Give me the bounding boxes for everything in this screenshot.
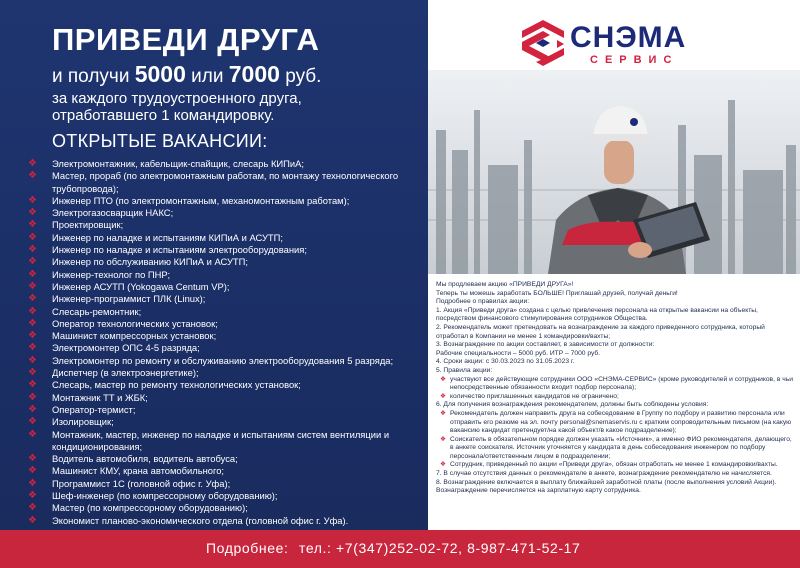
company-logo xyxy=(518,18,798,68)
logo-subtitle: СЕРВИС xyxy=(590,54,679,66)
vacancy-text: Проектировщик; xyxy=(52,219,124,231)
bullet-icon: ❖ xyxy=(28,280,37,292)
bullet-icon: ❖ xyxy=(440,461,446,469)
vacancy-item xyxy=(22,355,426,367)
vacancy-item xyxy=(22,478,426,490)
brand-panel xyxy=(428,0,800,530)
vacancy-text: Программист 1С (головной офис г. Уфа); xyxy=(52,477,231,489)
promo-headline: ПРИВЕДИ ДРУГА xyxy=(52,22,320,57)
bullet-icon: ❖ xyxy=(28,158,37,169)
vacancy-item xyxy=(22,318,426,330)
contact-label: Подробнее: xyxy=(206,540,289,556)
bullet-icon: ❖ xyxy=(28,207,37,219)
rules-bullet-text: Рекомендатель должен направить друга на собеседование в Группу по подбору и развитию персонала или отправить его резюме на эл. почту personal@snemaservis.ru с кратким сопроводительным письмом (на какую вакансию кандидат претендует/на какой объект/в какое подразделение); xyxy=(450,409,792,435)
rules-bullet-text: Сотрудник, приведенный по акции «Приведи друга», обязан отработать не менее 1 командировки/вахты. xyxy=(450,461,778,469)
bullet-icon: ❖ xyxy=(28,268,37,280)
bullet-icon: ❖ xyxy=(440,409,446,417)
vacancy-text: Монтажник, мастер, инженер по наладке и испытаниям систем вентиляции и кондиционирования; xyxy=(52,428,390,452)
vacancy-text: Электромонтер ОПС 4-5 разряда; xyxy=(52,342,200,354)
bullet-icon: ❖ xyxy=(28,502,37,514)
rules-line-6b: 6. Для получения вознаграждения рекомендателем, должны быть соблюдены условия: xyxy=(436,401,709,409)
vacancy-item xyxy=(22,330,426,342)
vacancy-item xyxy=(22,293,426,305)
vacancy-text: Экономист планово-экономического отдела (головной офис г. Уфа). xyxy=(52,514,349,526)
vacancy-text: Инженер по обслуживанию КИПиА и АСУТП; xyxy=(52,256,248,268)
bullet-icon: ❖ xyxy=(28,305,37,317)
vacancy-item xyxy=(22,170,426,195)
contact-line xyxy=(206,539,580,557)
worker-photo xyxy=(428,70,800,274)
rules-bullet xyxy=(436,376,794,393)
bullet-icon: ❖ xyxy=(440,392,446,400)
bullet-icon: ❖ xyxy=(28,391,37,403)
bullet-icon: ❖ xyxy=(440,375,446,383)
vacancy-text: Инженер АСУТП (Yokogawa Centum VP); xyxy=(52,280,230,292)
vacancy-text: Машинист КМУ, крана автомобильного; xyxy=(52,465,225,477)
rules-line-8: 4. Сроки акции: с 30.03.2023 по 31.05.2023 г. xyxy=(436,358,575,366)
bullet-icon: ❖ xyxy=(28,379,37,391)
logo-mark-icon xyxy=(518,18,568,68)
rules-bullet xyxy=(436,393,794,402)
reward-mid: или xyxy=(185,66,229,87)
bullet-icon: ❖ xyxy=(28,293,37,305)
bullet-icon: ❖ xyxy=(28,403,37,415)
rules-line-6: 3. Вознаграждение по акции составляет, в зависимости от должности: xyxy=(436,341,655,349)
bullet-icon: ❖ xyxy=(28,330,37,342)
bullet-icon: ❖ xyxy=(28,453,37,465)
bullet-icon: ❖ xyxy=(28,256,37,268)
vacancy-item xyxy=(22,195,426,207)
vacancy-item xyxy=(22,392,426,404)
vacancy-item xyxy=(22,429,426,454)
contact-footer xyxy=(0,530,800,568)
vacancy-text: Инженер по наладке и испытаниям электрооборудования; xyxy=(52,244,307,256)
vacancy-item xyxy=(22,256,426,268)
bullet-icon: ❖ xyxy=(28,477,37,489)
vacancy-item xyxy=(22,367,426,379)
vacancy-text: Оператор-термист; xyxy=(52,403,136,415)
vacancy-item xyxy=(22,404,426,416)
vacancy-item xyxy=(22,207,426,219)
vacancy-text: Шеф-инженер (по компрессорному оборудованию); xyxy=(52,490,278,502)
bullet-icon: ❖ xyxy=(28,342,37,354)
vacancy-text: Изолировщик; xyxy=(52,416,114,428)
bullet-icon: ❖ xyxy=(28,354,37,366)
vacancy-item xyxy=(22,465,426,477)
bullet-icon: ❖ xyxy=(28,514,37,526)
vacancy-item xyxy=(22,379,426,391)
rules-bullet xyxy=(436,461,794,470)
vacancy-text: Электрогазосварщик НАКС; xyxy=(52,207,174,219)
phone-label: тел.: xyxy=(299,540,332,556)
vacancy-text: Инженер ПТО (по электромонтажным, механомонтажным работам); xyxy=(52,194,350,206)
vacancy-item xyxy=(22,306,426,318)
reward-prefix: и получи xyxy=(52,66,135,87)
vacancy-text: Слесарь-ремонтник; xyxy=(52,305,142,317)
vacancy-item xyxy=(22,232,426,244)
bullet-icon: ❖ xyxy=(440,435,446,443)
vacancy-item xyxy=(22,342,426,354)
vacancy-item xyxy=(22,244,426,256)
vacancy-item xyxy=(22,453,426,465)
vacancy-text: Электромонтер по ремонту и обслуживанию электрооборудования 5 разряда; xyxy=(52,354,394,366)
vacancy-text: Инженер-технолог по ПНР; xyxy=(52,268,171,280)
bullet-icon: ❖ xyxy=(28,244,37,256)
vacancy-item xyxy=(22,490,426,502)
promo-rules xyxy=(436,281,794,496)
vacancies-title: ОТКРЫТЫЕ ВАКАНСИИ: xyxy=(52,131,268,151)
bullet-icon: ❖ xyxy=(28,465,37,477)
promo-condition: за каждого трудоустроенного друга, отработавшего 1 командировку. xyxy=(52,90,302,124)
bullet-icon: ❖ xyxy=(28,367,37,379)
promo-reward xyxy=(52,62,321,89)
logo-wordmark: СНЭМА xyxy=(570,21,687,54)
rules-line-1: Мы продлеваем акцию «ПРИВЕДИ ДРУГА»! xyxy=(436,281,574,288)
bullet-icon: ❖ xyxy=(28,231,37,243)
reward-suffix: руб. xyxy=(279,66,322,87)
vacancy-text: Слесарь, мастер по ремонту технологических установок; xyxy=(52,379,301,391)
rules-line-3: Подробнее о правилах акции: xyxy=(436,298,530,306)
rules-line-5: 2. Рекомендатель может претендовать на вознаграждение за каждого приведенного сотрудника, который отработал в Компании не менее 1 командировки/вахты; xyxy=(436,323,765,340)
vacancy-text: Оператор технологических установок; xyxy=(52,317,218,329)
vacancy-text: Мастер (по компрессорному оборудованию); xyxy=(52,502,248,514)
reward-amount-1: 5000 xyxy=(134,61,186,87)
vacancy-item xyxy=(22,515,426,527)
rules-bullet-text: участвуют все действующие сотрудники ООО «СНЭМА-СЕРВИС» (кроме руководителей и сотрудников, в чьи непосредственные обязанности входит подбор персонала); xyxy=(450,375,793,392)
reward-amount-2: 7000 xyxy=(228,61,280,87)
vacancy-text: Диспетчер (в электроэнергетике); xyxy=(52,367,199,379)
bullet-icon: ❖ xyxy=(28,194,37,206)
phone-numbers[interactable]: +7(347)252-02-72, 8-987-471-52-17 xyxy=(336,540,581,556)
bullet-icon: ❖ xyxy=(28,416,37,428)
rules-bullet xyxy=(436,410,794,436)
vacancy-item xyxy=(22,502,426,514)
bullet-icon: ❖ xyxy=(28,490,37,502)
vacancy-text: Инженер-программист ПЛК (Linux); xyxy=(52,293,206,305)
vacancy-item xyxy=(22,158,426,170)
rules-line-7: Рабочие специальности – 5000 руб. ИТР – 7000 руб. xyxy=(436,349,601,357)
promo-panel xyxy=(0,0,428,530)
rules-bullet xyxy=(436,436,794,462)
rules-bullet-text: Соискатель в обязательном порядке должен указать «Источник», а именно ФИО рекомендателя, делающего, в анкете соискателя. Источник уточняется у кандидата в день собеседования инженером по подбору персонала/ответственным лицом в подразделении; xyxy=(450,435,792,460)
vacancies-list xyxy=(22,158,426,527)
rules-line-4: 1. Акция «Приведи друга» создана с целью привлечения персонала на открытые вакансии на объекты, посредством финансового стимулирования сотрудников Общества. xyxy=(436,306,758,323)
vacancy-text: Электромонтажник, кабельщик-спайщик, слесарь КИПиА; xyxy=(52,158,304,169)
vacancy-text: Машинист компрессорных установок; xyxy=(52,330,217,342)
vacancy-item xyxy=(22,281,426,293)
rules-line-9: 5. Правила акции: xyxy=(436,366,493,374)
bullet-icon: ❖ xyxy=(28,428,37,440)
vacancy-text: Инженер по наладке и испытаниям КИПиА и АСУТП; xyxy=(52,231,284,243)
vacancy-text: Мастер, прораб (по электромонтажным работам, по монтажу технологического трубопровода); xyxy=(52,170,399,194)
rules-line-2: Теперь ты можешь заработать БОЛЬШЕ! Приглашай друзей, получай деньги! xyxy=(436,289,678,297)
vacancy-item xyxy=(22,269,426,281)
bullet-icon: ❖ xyxy=(28,170,37,182)
vacancy-text: Водитель автомобиля, водитель автобуса; xyxy=(52,453,238,465)
bullet-icon: ❖ xyxy=(28,219,37,231)
bullet-icon: ❖ xyxy=(28,317,37,329)
vacancy-item xyxy=(22,219,426,231)
vacancy-item xyxy=(22,416,426,428)
vacancy-text: Монтажник ТТ и ЖБК; xyxy=(52,391,148,403)
rules-line-7b: 7. В случае отсутствия данных о рекомендателе в анкете, вознаграждение рекомендателю не начисляется. xyxy=(436,470,772,478)
rules-bullet-text: количество приглашенных кандидатов не ограничено; xyxy=(450,392,619,400)
rules-line-8b: 8. Вознаграждение включается в выплату ближайшей заработной платы (после выполнения условий Акции). Вознаграждение перечисляется на зарплатную карту сотрудника. xyxy=(436,478,777,495)
